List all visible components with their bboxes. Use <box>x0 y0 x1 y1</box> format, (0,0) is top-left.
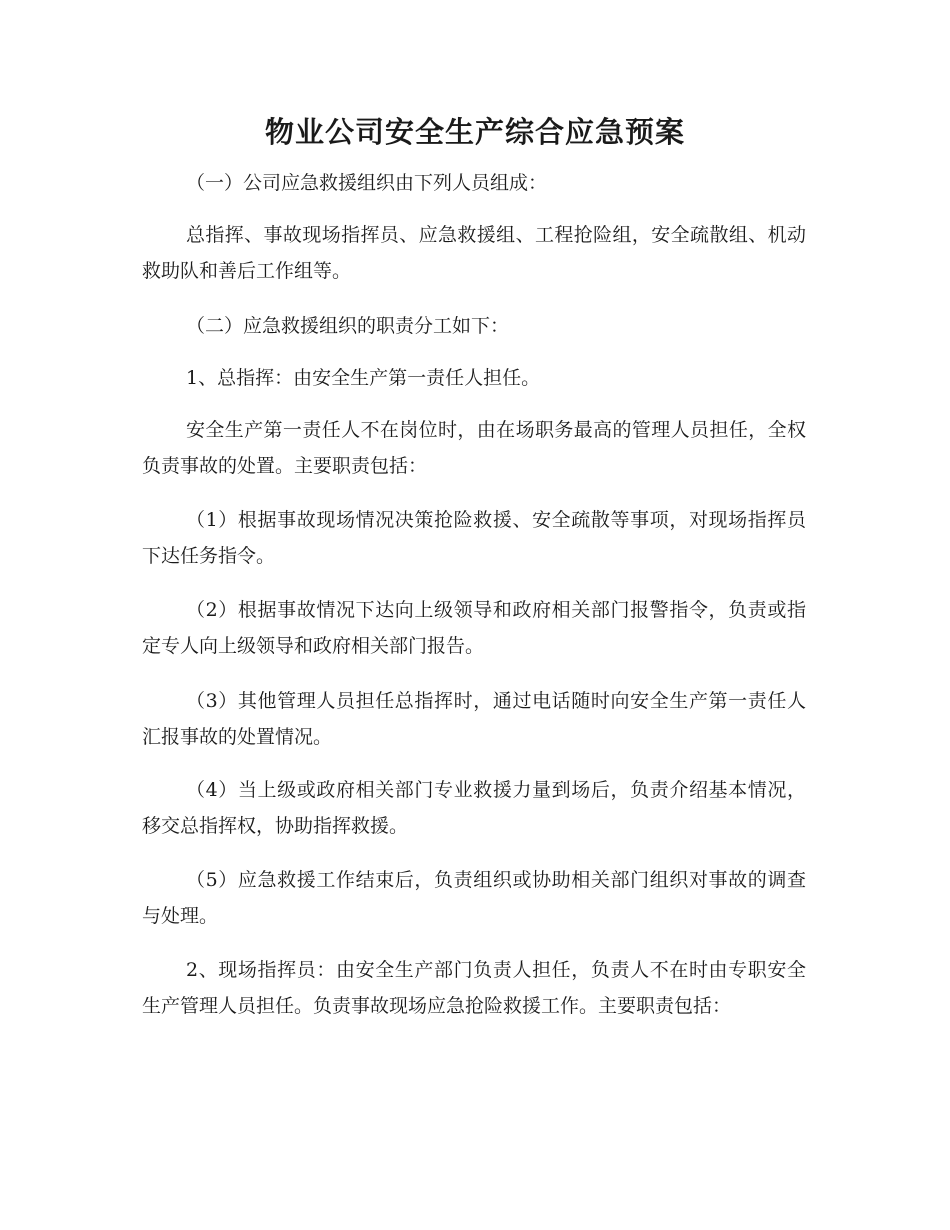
paragraph-1: （一）公司应急救援组织由下列人员组成： <box>186 172 548 194</box>
paragraph-11: 2、现场指挥员：由安全生产部门负责人担任，负责人不在时由专职安全生产管理人员担任。负责事故现场应急抢险救援工作。主要职责包括： <box>142 959 806 1017</box>
paragraph-5: 安全生产第一责任人不在岗位时，由在场职务最高的管理人员担任，全权负责事故的处置。主要职责包括： <box>142 419 806 477</box>
paragraph-10: （5）应急救援工作结束后，负责组织或协助相关部门组织对事故的调查与处理。 <box>142 869 806 927</box>
paragraph-7: （2）根据事故情况下达向上级领导和政府相关部门报警指令，负责或指定专人向上级领导和政府相关部门报告。 <box>142 599 806 657</box>
paragraph-2: 总指挥、事故现场指挥员、应急救援组、工程抢险组，安全疏散组、机动救助队和善后工作组等。 <box>142 224 806 282</box>
document-title: 物业公司安全生产综合应急预案 <box>264 115 685 149</box>
paragraph-9: （4）当上级或政府相关部门专业救援力量到场后，负责介绍基本情况，移交总指挥权，协助指挥救援。 <box>142 779 806 837</box>
paragraph-8: （3）其他管理人员担任总指挥时，通过电话随时向安全生产第一责任人汇报事故的处置情况。 <box>142 690 806 748</box>
paragraph-3: （二）应急救援组织的职责分工如下： <box>186 315 510 337</box>
paragraph-4: 1、总指挥：由安全生产第一责任人担任。 <box>186 367 541 389</box>
paragraph-6: （1）根据事故现场情况决策抢险救援、安全疏散等事项，对现场指挥员下达任务指令。 <box>142 509 806 567</box>
